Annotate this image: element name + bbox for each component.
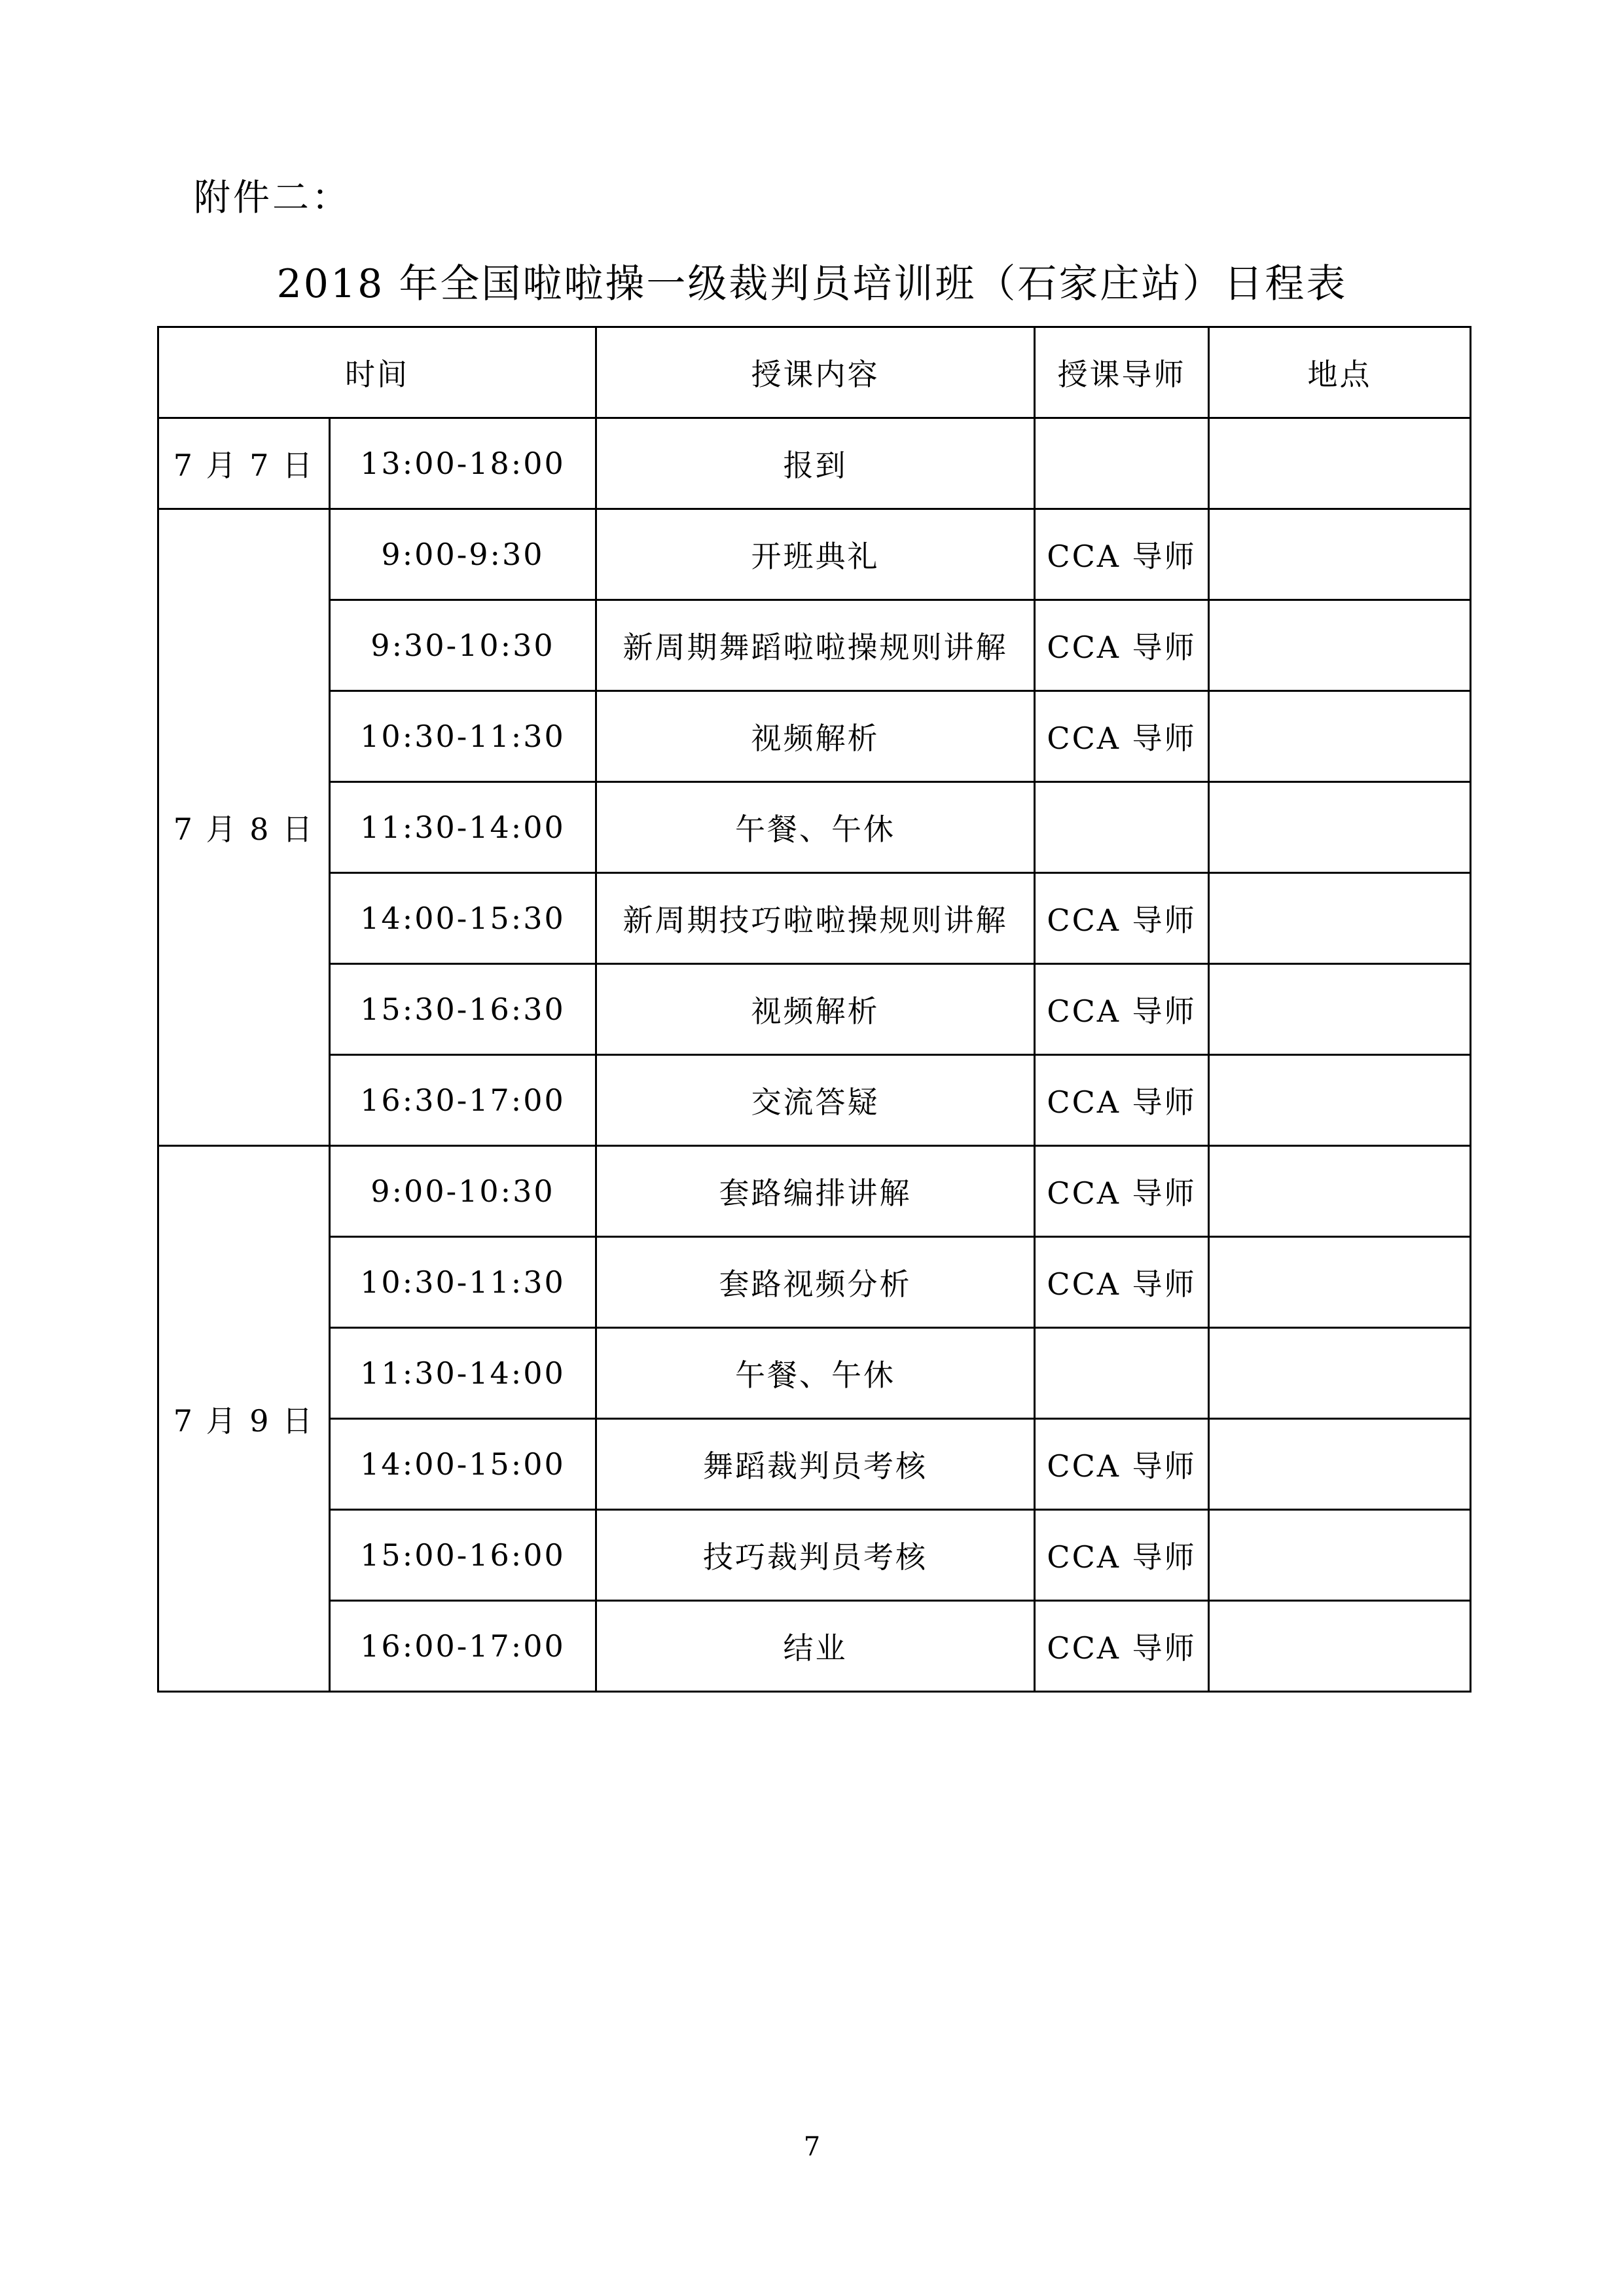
table-row: [158, 418, 1471, 509]
table-row: [158, 1146, 1471, 1237]
time-cell: 14:00-15:30: [330, 873, 596, 964]
location-cell: [1209, 509, 1471, 600]
location-cell: [1209, 600, 1471, 691]
content-cell: 结业: [596, 1601, 1035, 1692]
time-cell: 10:30-11:30: [330, 691, 596, 782]
header-instructor: 授课导师: [1035, 327, 1209, 418]
location-cell: [1209, 964, 1471, 1055]
table-row: [158, 691, 1471, 782]
attachment-label: 附件二：: [194, 177, 351, 219]
time-cell: 14:00-15:00: [330, 1419, 596, 1510]
time-cell: 10:30-11:30: [330, 1237, 596, 1328]
instructor-cell: CCA 导师: [1035, 1419, 1209, 1510]
instructor-cell: CCA 导师: [1035, 1510, 1209, 1601]
table-row: [158, 1237, 1471, 1328]
instructor-cell: CCA 导师: [1035, 691, 1209, 782]
content-cell: 报到: [596, 418, 1035, 509]
location-cell: [1209, 782, 1471, 873]
content-cell: 开班典礼: [596, 509, 1035, 600]
header-content: 授课内容: [596, 327, 1035, 418]
time-cell: 9:30-10:30: [330, 600, 596, 691]
instructor-cell: [1035, 782, 1209, 873]
table-row: [158, 1419, 1471, 1510]
time-cell: 16:00-17:00: [330, 1601, 596, 1692]
time-cell: 15:30-16:30: [330, 964, 596, 1055]
document-title: 2018 年全国啦啦操一级裁判员培训班（石家庄站）日程表: [276, 261, 1348, 307]
time-cell: 9:00-9:30: [330, 509, 596, 600]
location-cell: [1209, 418, 1471, 509]
time-cell: 13:00-18:00: [330, 418, 596, 509]
date-cell: 7 月 7 日: [158, 418, 330, 509]
instructor-cell: CCA 导师: [1035, 1146, 1209, 1237]
time-cell: 15:00-16:00: [330, 1510, 596, 1601]
content-cell: 套路编排讲解: [596, 1146, 1035, 1237]
location-cell: [1209, 1237, 1471, 1328]
table-row: [158, 1601, 1471, 1692]
content-cell: 视频解析: [596, 691, 1035, 782]
instructor-cell: CCA 导师: [1035, 873, 1209, 964]
content-cell: 套路视频分析: [596, 1237, 1035, 1328]
location-cell: [1209, 1328, 1471, 1419]
content-cell: 午餐、午休: [596, 782, 1035, 873]
content-cell: 舞蹈裁判员考核: [596, 1419, 1035, 1510]
location-cell: [1209, 691, 1471, 782]
table-header-row: [158, 327, 1471, 418]
location-cell: [1209, 1419, 1471, 1510]
instructor-cell: CCA 导师: [1035, 600, 1209, 691]
schedule-table: [157, 326, 1471, 1693]
time-cell: 16:30-17:00: [330, 1055, 596, 1146]
instructor-cell: CCA 导师: [1035, 1601, 1209, 1692]
table-row: [158, 1055, 1471, 1146]
date-cell: 7 月 8 日: [158, 509, 330, 1146]
instructor-cell: [1035, 418, 1209, 509]
instructor-cell: CCA 导师: [1035, 964, 1209, 1055]
table-row: [158, 600, 1471, 691]
table-row: [158, 1510, 1471, 1601]
header-time: 时间: [158, 327, 596, 418]
table-row: [158, 509, 1471, 600]
content-cell: 视频解析: [596, 964, 1035, 1055]
content-cell: 新周期舞蹈啦啦操规则讲解: [596, 600, 1035, 691]
time-cell: 9:00-10:30: [330, 1146, 596, 1237]
header-location: 地点: [1209, 327, 1471, 418]
location-cell: [1209, 873, 1471, 964]
instructor-cell: [1035, 1328, 1209, 1419]
content-cell: 新周期技巧啦啦操规则讲解: [596, 873, 1035, 964]
location-cell: [1209, 1510, 1471, 1601]
time-cell: 11:30-14:00: [330, 782, 596, 873]
instructor-cell: CCA 导师: [1035, 509, 1209, 600]
page-number: 7: [803, 2132, 821, 2162]
location-cell: [1209, 1146, 1471, 1237]
instructor-cell: CCA 导师: [1035, 1237, 1209, 1328]
content-cell: 技巧裁判员考核: [596, 1510, 1035, 1601]
date-cell: 7 月 9 日: [158, 1146, 330, 1692]
instructor-cell: CCA 导师: [1035, 1055, 1209, 1146]
table-row: [158, 964, 1471, 1055]
table-row: [158, 782, 1471, 873]
time-cell: 11:30-14:00: [330, 1328, 596, 1419]
table-row: [158, 873, 1471, 964]
table-row: [158, 1328, 1471, 1419]
location-cell: [1209, 1601, 1471, 1692]
content-cell: 午餐、午休: [596, 1328, 1035, 1419]
content-cell: 交流答疑: [596, 1055, 1035, 1146]
location-cell: [1209, 1055, 1471, 1146]
